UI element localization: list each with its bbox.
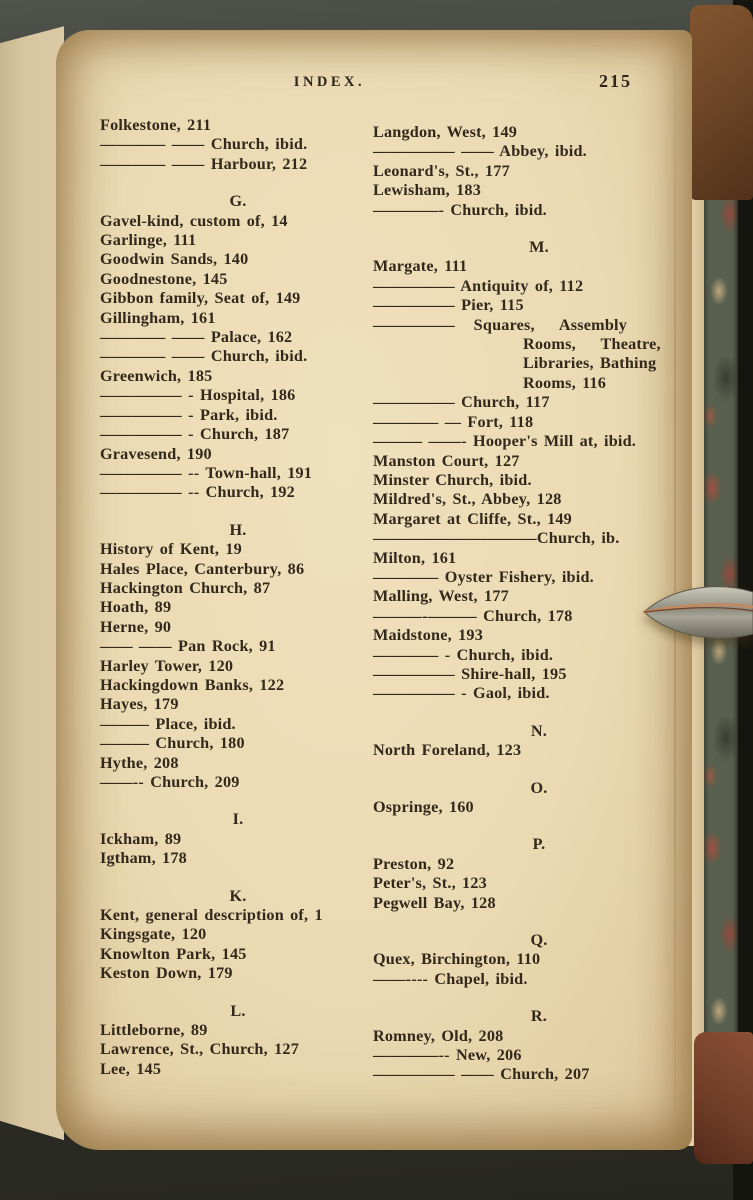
index-entry: ———— —— Harbour, 212 xyxy=(100,154,308,173)
index-entry: Hackingdown Banks, 122 xyxy=(100,675,285,694)
index-entry: Hales Place, Canterbury, 86 xyxy=(100,559,305,578)
index-entry: North Foreland, 123 xyxy=(373,741,522,760)
index-entry: Margaret at Cliffe, St., 149 xyxy=(373,509,572,528)
index-entry: ————— -- Church, 192 xyxy=(100,483,295,502)
index-section xyxy=(373,123,705,220)
index-entry: Minster Church, ibid. xyxy=(373,470,532,489)
index-entry: Herne, 90 xyxy=(100,617,172,636)
index-entry: Littleborne, 89 xyxy=(100,1021,208,1040)
index-entry: Peter's, St., 123 xyxy=(373,874,487,893)
index-section xyxy=(100,192,376,503)
index-section xyxy=(373,835,705,913)
section-heading: G. xyxy=(229,192,247,211)
index-entry: Knowlton Park, 145 xyxy=(100,944,247,963)
index-entry: ————— - Church, 187 xyxy=(100,425,290,444)
index-entry: Malling, West, 177 xyxy=(373,587,509,606)
index-section xyxy=(100,1002,376,1080)
index-entry: Kingsgate, 120 xyxy=(100,925,207,944)
index-entry: Hoath, 89 xyxy=(100,598,172,617)
index-entry: Langdon, West, 149 xyxy=(373,123,518,141)
page-header: INDEX. xyxy=(293,74,366,90)
index-entry: Rooms, Theatre, xyxy=(373,335,661,354)
index-entry: ———— —— Church, ibid. xyxy=(100,347,308,366)
index-entry: Garlinge, 111 xyxy=(100,231,197,250)
index-entry: Gravesend, 190 xyxy=(100,444,212,463)
index-entry: ————— -- Town-hall, 191 xyxy=(100,463,313,482)
index-section xyxy=(373,779,705,818)
index-entry: Lee, 145 xyxy=(100,1059,162,1078)
index-entry: ————— - Park, ibid. xyxy=(100,405,278,424)
index-entry: Goodnestone, 145 xyxy=(100,269,228,288)
index-entry: ——— ——- Hooper's Mill at, ibid. xyxy=(373,432,637,451)
index-entry: Gavel-kind, custom of, 14 xyxy=(100,211,288,230)
index-entry: Libraries, Bathing xyxy=(373,354,657,373)
section-heading: M. xyxy=(529,238,549,257)
index-entry: ———— —— Palace, 162 xyxy=(100,328,293,347)
left-column xyxy=(100,116,376,1079)
index-entry: Hackington Church, 87 xyxy=(100,578,271,597)
index-entry: ——— Church, 180 xyxy=(100,734,245,753)
section-heading: H. xyxy=(229,520,247,539)
page-stack-edge xyxy=(0,16,64,1148)
index-entry: Gillingham, 161 xyxy=(100,308,216,327)
section-heading: Q. xyxy=(530,931,548,950)
index-entry: Hayes, 179 xyxy=(100,695,179,714)
index-entry: Pegwell Bay, 128 xyxy=(373,893,496,912)
index-section xyxy=(100,810,376,868)
index-entry: ——— Place, ibid. xyxy=(100,714,236,733)
index-entry: ————— Antiquity of, 112 xyxy=(373,276,584,295)
index-entry: Kent, general description of, 1 xyxy=(100,906,323,925)
index-entry: Margate, 111 xyxy=(373,257,468,276)
index-entry: Romney, Old, 208 xyxy=(373,1026,504,1045)
index-entry: ——---- Chapel, ibid. xyxy=(373,969,528,988)
index-entry: Folkestone, 211 xyxy=(100,116,212,134)
index-entry: ————— Pier, 115 xyxy=(373,296,524,315)
index-entry: Leonard's, St., 177 xyxy=(373,161,510,180)
index-entry: ————-- New, 206 xyxy=(373,1046,522,1065)
index-entry: Manston Court, 127 xyxy=(373,451,520,470)
section-heading: O. xyxy=(530,778,548,797)
index-section xyxy=(373,931,705,989)
index-entry: Quex, Birchington, 110 xyxy=(373,950,541,969)
index-entry: Lawrence, St., Church, 127 xyxy=(100,1040,300,1059)
index-entry: ———— - Church, ibid. xyxy=(373,645,554,664)
index-entry: Milton, 161 xyxy=(373,548,457,567)
index-entry: Gibbon family, Seat of, 149 xyxy=(100,289,301,308)
index-entry: ————— - Gaol, ibid. xyxy=(373,684,550,703)
index-entry: Maidstone, 193 xyxy=(373,626,484,645)
section-heading: K. xyxy=(229,886,247,905)
index-section xyxy=(373,1007,705,1085)
index-entry: Mildred's, St., Abbey, 128 xyxy=(373,490,562,509)
index-entry: ————— - Hospital, 186 xyxy=(100,386,296,405)
section-heading: L. xyxy=(230,1001,246,1020)
index-entry: Ospringe, 160 xyxy=(373,798,474,816)
index-entry: ————- Church, ibid. xyxy=(373,200,547,219)
index-entry: Hythe, 208 xyxy=(100,753,179,772)
book-clasp-icon xyxy=(642,577,753,647)
section-heading: P. xyxy=(532,835,546,854)
index-entry: History of Kent, 19 xyxy=(100,540,242,559)
index-entry: ————— —— Abbey, ibid. xyxy=(373,142,587,161)
index-entry: ———— — Fort, 118 xyxy=(373,412,534,431)
marbled-cover-strip xyxy=(704,86,738,1046)
index-entry: ————— —— Church, 207 xyxy=(373,1065,590,1084)
index-entry: ——————————Church, ib. xyxy=(373,529,620,548)
section-heading: N. xyxy=(530,721,548,740)
section-heading: I. xyxy=(232,810,244,829)
index-entry: ————— Squares, Assembly xyxy=(373,315,628,334)
index-section xyxy=(373,722,705,761)
index-entry: —— —— Pan Rock, 91 xyxy=(100,637,276,656)
index-entry: ————— Church, 117 xyxy=(373,393,550,412)
page-number: 215 xyxy=(599,71,632,91)
index-entry: Goodwin Sands, 140 xyxy=(100,250,249,269)
index-entry: Igtham, 178 xyxy=(100,849,187,868)
index-section xyxy=(100,116,376,174)
index-entry: Lewisham, 183 xyxy=(373,181,482,200)
index-section xyxy=(100,521,376,793)
index-entry: Rooms, 116 xyxy=(373,373,607,392)
index-entry: ———— —— Church, ibid. xyxy=(100,135,308,154)
index-entry: Keston Down, 179 xyxy=(100,964,233,983)
index-entry: Greenwich, 185 xyxy=(100,366,213,385)
index-entry: ———— Oyster Fishery, ibid. xyxy=(373,567,594,586)
index-entry: ————— Shire-hall, 195 xyxy=(373,664,567,683)
index-entry: Harley Tower, 120 xyxy=(100,656,234,675)
index-entry: Preston, 92 xyxy=(373,854,455,873)
index-entry: ——-- Church, 209 xyxy=(100,773,240,791)
index-section xyxy=(100,887,376,984)
book-page xyxy=(56,30,692,1150)
index-entry: ———-——— Church, 178 xyxy=(373,606,573,625)
section-heading: R. xyxy=(530,1007,548,1026)
index-entry: Ickham, 89 xyxy=(100,829,182,848)
